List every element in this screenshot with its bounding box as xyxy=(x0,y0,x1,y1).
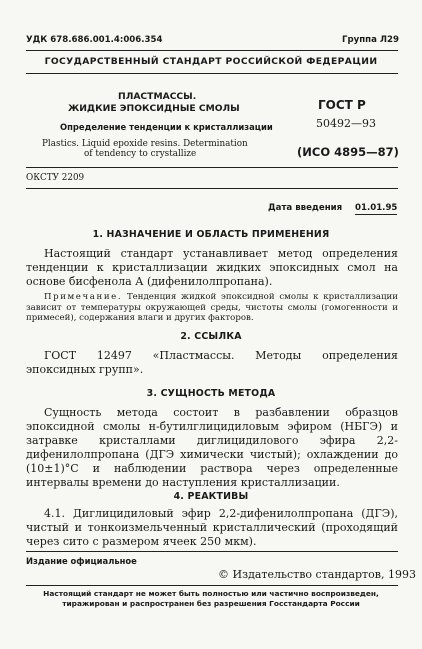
header-rule-bottom xyxy=(26,73,398,74)
effective-date-value: 01.01.95 xyxy=(355,203,398,213)
section-2-text: ГОСТ 12497 «Пластмассы. Методы определения эпоксидных групп». xyxy=(26,349,398,376)
section-3-text: Сущность метода состоит в разбавлении образцов эпоксидной смолы н-бутилглицидиловым эфиром (НБГЭ) и затравке кристаллами диглицидилового эфира 2,2-дифенилолпропана (ДГЭ химически чистый); охлаждении до (10±1)°С и наблюдении раствора через определенные интервалы времени до наступления кристаллизации. xyxy=(26,406,398,489)
copyright-line: © Издательство стандартов, 1993 xyxy=(218,568,416,581)
okstu-code: ОКСТУ 2209 xyxy=(26,173,85,183)
state-standard-banner: ГОСУДАРСТВЕННЫЙ СТАНДАРТ РОССИЙСКОЙ ФЕДЕРАЦИИ xyxy=(44,56,378,67)
iso-reference: (ИСО 4895—87) xyxy=(297,145,399,159)
okstu-rule xyxy=(26,188,398,189)
section-2-heading: 2. ССЫЛКА xyxy=(180,331,242,342)
section-1-heading: 1. НАЗНАЧЕНИЕ И ОБЛАСТЬ ПРИМЕНЕНИЯ xyxy=(92,229,330,240)
gost-number: 50492—93 xyxy=(316,117,376,130)
note-label: Примечание. xyxy=(44,292,123,302)
subtitle: Определение тенденции к кристаллизации xyxy=(60,122,273,132)
english-title-line-1: Plastics. Liquid epoxide resins. Determination xyxy=(42,139,248,149)
section-4-heading: 4. РЕАКТИВЫ xyxy=(173,491,249,502)
header-rule-top xyxy=(26,50,398,51)
group-code: Группа Л29 xyxy=(342,35,399,45)
udk-code: УДК 678.686.001.4:006.354 xyxy=(26,35,163,45)
section-4-text: 4.1. Диглицидиловый эфир 2,2-дифенилолпропана (ДГЭ), чистый и тонкоизмельченный кристаллический (проходящий через сито с размером ячеек 250 мкм). xyxy=(26,507,398,548)
title-rule xyxy=(26,167,398,168)
section-1-note xyxy=(26,292,398,324)
gost-label: ГОСТ Р xyxy=(318,98,366,112)
reproduction-notice-1: Настоящий стандарт не может быть полностью или частично воспроизведен, xyxy=(43,589,379,598)
section-3-heading: 3. СУЩНОСТЬ МЕТОДА xyxy=(146,388,276,399)
official-edition-label: Издание официальное xyxy=(26,556,137,566)
footer-rule-top xyxy=(26,551,398,552)
reproduction-notice-2: тиражирован и распространен без разрешения Госстандарта России xyxy=(62,599,360,608)
title-line-1: ПЛАСТМАССЫ. xyxy=(118,91,197,102)
section-1-text: Настоящий стандарт устанавливает метод определения тенденции к кристаллизации жидких эпоксидных смол на основе бисфенола А (дифенилолпропана). xyxy=(26,247,398,288)
title-line-2: ЖИДКИЕ ЭПОКСИДНЫЕ СМОЛЫ xyxy=(68,103,240,114)
footer-rule-bottom xyxy=(26,585,398,586)
note-text: Тенденция жидкой эпоксидной смолы к кристаллизации зависит от температуры окружающей среды, чистоты смолы (гомогенности и примесей), содержания влаги и других факторов. xyxy=(26,292,398,323)
effective-date-label: Дата введения xyxy=(268,203,343,213)
english-title-line-2: of tendency to crystallize xyxy=(84,149,197,159)
